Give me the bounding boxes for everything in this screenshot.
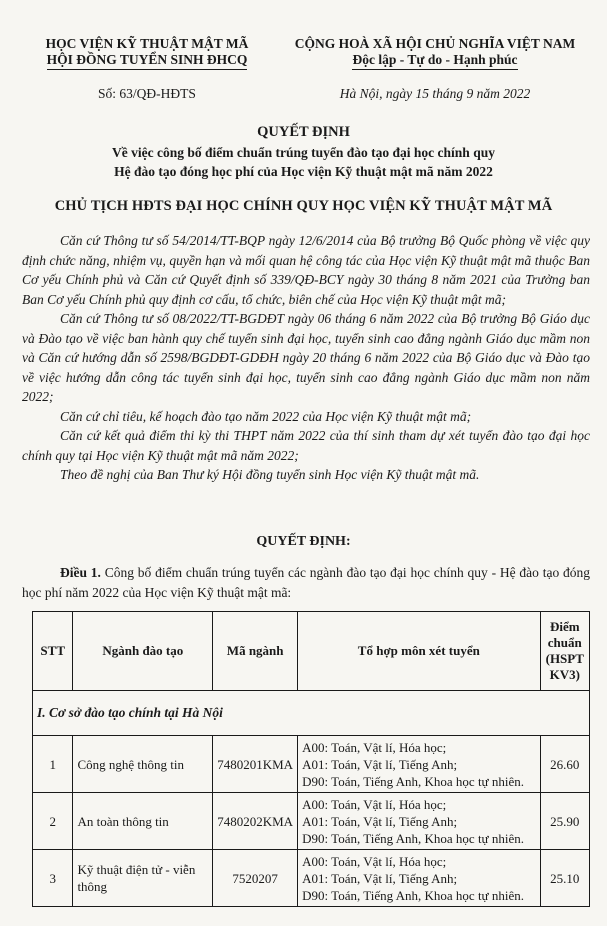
cell-stt: 3 bbox=[33, 850, 73, 907]
combo-line: A00: Toán, Vật lí, Hóa học; bbox=[302, 739, 447, 755]
preamble-paragraph: Căn cứ kết quả điểm thi kỳ thi THPT năm 2022 của thí sinh tham dự xét tuyển đào tạo đại học chính quy tại Học viện Kỹ thuật mật mã năm 2022; bbox=[22, 428, 590, 463]
org-council: HỘI ĐỒNG TUYỂN SINH ĐHCQ bbox=[47, 52, 248, 70]
cell-score: 25.90 bbox=[540, 793, 589, 850]
cell-score: 25.10 bbox=[540, 850, 589, 907]
authority-heading: CHỦ TỊCH HĐTS ĐẠI HỌC CHÍNH QUY HỌC VIỆN KỸ THUẬT MẬT MÃ bbox=[54, 198, 553, 214]
title-subject-line2: Hệ đào tạo đóng học phí của Học viện Kỹ thuật mật mã năm 2022 bbox=[114, 164, 493, 179]
article-label: Điều 1. bbox=[60, 565, 101, 580]
document-number: Số: 63/QĐ-HĐTS bbox=[98, 86, 196, 101]
nation-name: CỘNG HOÀ XÃ HỘI CHỦ NGHĨA VIỆT NAM bbox=[294, 36, 576, 51]
preamble-paragraph: Căn cứ Thông tư số 54/2014/TT-BQP ngày 12/6/2014 của Bộ trưởng Bộ Quốc phòng về việc quy định chức năng, nhiệm vụ, quyền hạn và mối quan hệ công tác của Học viện Kỹ thuật mật mã thuộc Ban Cơ yếu Chính phủ và Căn cứ Quyết định số 339/QĐ-BCY ngày 30 tháng 8 năm 2021 của Trưởng ban Ban Cơ yếu Chính phủ quy định cơ cấu, tổ chức, biên chế của Học viện Kỹ thuật mật mã; bbox=[22, 233, 590, 307]
combo-line: D90: Toán, Tiếng Anh, Khoa học tự nhiên. bbox=[302, 773, 524, 789]
org-name: HỌC VIỆN KỸ THUẬT MẬT MÃ bbox=[45, 36, 249, 51]
cell-combos bbox=[298, 850, 540, 907]
cell-major: An toàn thông tin bbox=[73, 793, 213, 850]
table-row bbox=[33, 736, 590, 793]
cell-stt: 1 bbox=[33, 736, 73, 793]
col-header-combos: Tổ hợp môn xét tuyển bbox=[298, 612, 540, 691]
cell-combos bbox=[298, 793, 540, 850]
col-header-major: Ngành đào tạo bbox=[73, 612, 213, 691]
cell-major: Công nghệ thông tin bbox=[73, 736, 213, 793]
decision-heading: QUYẾT ĐỊNH: bbox=[256, 534, 351, 549]
col-header-stt: STT bbox=[33, 612, 73, 691]
article-1 bbox=[22, 563, 590, 603]
score-table bbox=[32, 611, 590, 907]
table-row bbox=[33, 793, 590, 850]
motto: Độc lập - Tự do - Hạnh phúc bbox=[352, 52, 517, 70]
preamble-paragraph: Căn cứ chỉ tiêu, kế hoạch đào tạo năm 2022 của Học viện Kỹ thuật mật mã; bbox=[60, 408, 472, 424]
combo-line: D90: Toán, Tiếng Anh, Khoa học tự nhiên. bbox=[302, 830, 524, 846]
preamble-paragraph: Theo đề nghị của Ban Thư ký Hội đồng tuyển sinh Học viện Kỹ thuật mật mã. bbox=[60, 467, 480, 482]
combo-line: A01: Toán, Vật lí, Tiếng Anh; bbox=[302, 813, 458, 829]
table-header-row bbox=[33, 612, 590, 691]
cell-code: 7520207 bbox=[213, 850, 298, 907]
preamble bbox=[22, 231, 590, 485]
section-title: I. Cơ sở đào tạo chính tại Hà Nội bbox=[33, 691, 590, 736]
cell-score: 26.60 bbox=[540, 736, 589, 793]
col-header-code: Mã ngành bbox=[213, 612, 298, 691]
document-title: QUYẾT ĐỊNH bbox=[257, 124, 350, 140]
combo-line: D90: Toán, Tiếng Anh, Khoa học tự nhiên. bbox=[302, 887, 524, 903]
cell-combos bbox=[298, 736, 540, 793]
table-section-row bbox=[33, 691, 590, 736]
combo-line: A00: Toán, Vật lí, Hóa học; bbox=[302, 853, 447, 869]
combo-line: A01: Toán, Vật lí, Tiếng Anh; bbox=[302, 756, 458, 772]
cell-stt: 2 bbox=[33, 793, 73, 850]
place-date: Hà Nội, ngày 15 tháng 9 năm 2022 bbox=[339, 86, 531, 101]
col-header-score: Điểm chuẩn (HSPT KV3) bbox=[540, 612, 589, 691]
cell-code: 7480202KMA bbox=[213, 793, 298, 850]
preamble-paragraph: Căn cứ Thông tư số 08/2022/TT-BGDĐT ngày 06 tháng 6 năm 2022 của Bộ trưởng Bộ Giáo dục và Đào tạo về việc ban hành quy chế tuyển sinh đại học, tuyển sinh cao đẳng ngành Giáo dục mầm non và Căn cứ hướng dẫn số 2598/BGDĐT-GDĐH ngày 20 tháng 6 năm 2022 của Bộ Giáo dục và Đào tạo về việc hướng dẫn công tác tuyển sinh đại học, tuyển sinh cao đẳng ngành Giáo dục mầm non năm 2022; bbox=[22, 311, 590, 404]
table-row bbox=[33, 850, 590, 907]
national-motto-block bbox=[283, 36, 587, 70]
cell-code: 7480201KMA bbox=[213, 736, 298, 793]
combo-line: A01: Toán, Vật lí, Tiếng Anh; bbox=[302, 870, 458, 886]
title-subject-line1: Về việc công bố điểm chuẩn trúng tuyển đào tạo đại học chính quy bbox=[112, 145, 495, 160]
combo-line: A00: Toán, Vật lí, Hóa học; bbox=[302, 796, 447, 812]
cell-major: Kỹ thuật điện tử - viễn thông bbox=[73, 850, 213, 907]
article-text: Công bố điểm chuẩn trúng tuyển các ngành đào tạo đại học chính quy - Hệ đào tạo đóng học phí năm 2022 của Học viện Kỹ thuật mật mã: bbox=[22, 565, 591, 600]
issuing-org-block bbox=[22, 36, 272, 70]
